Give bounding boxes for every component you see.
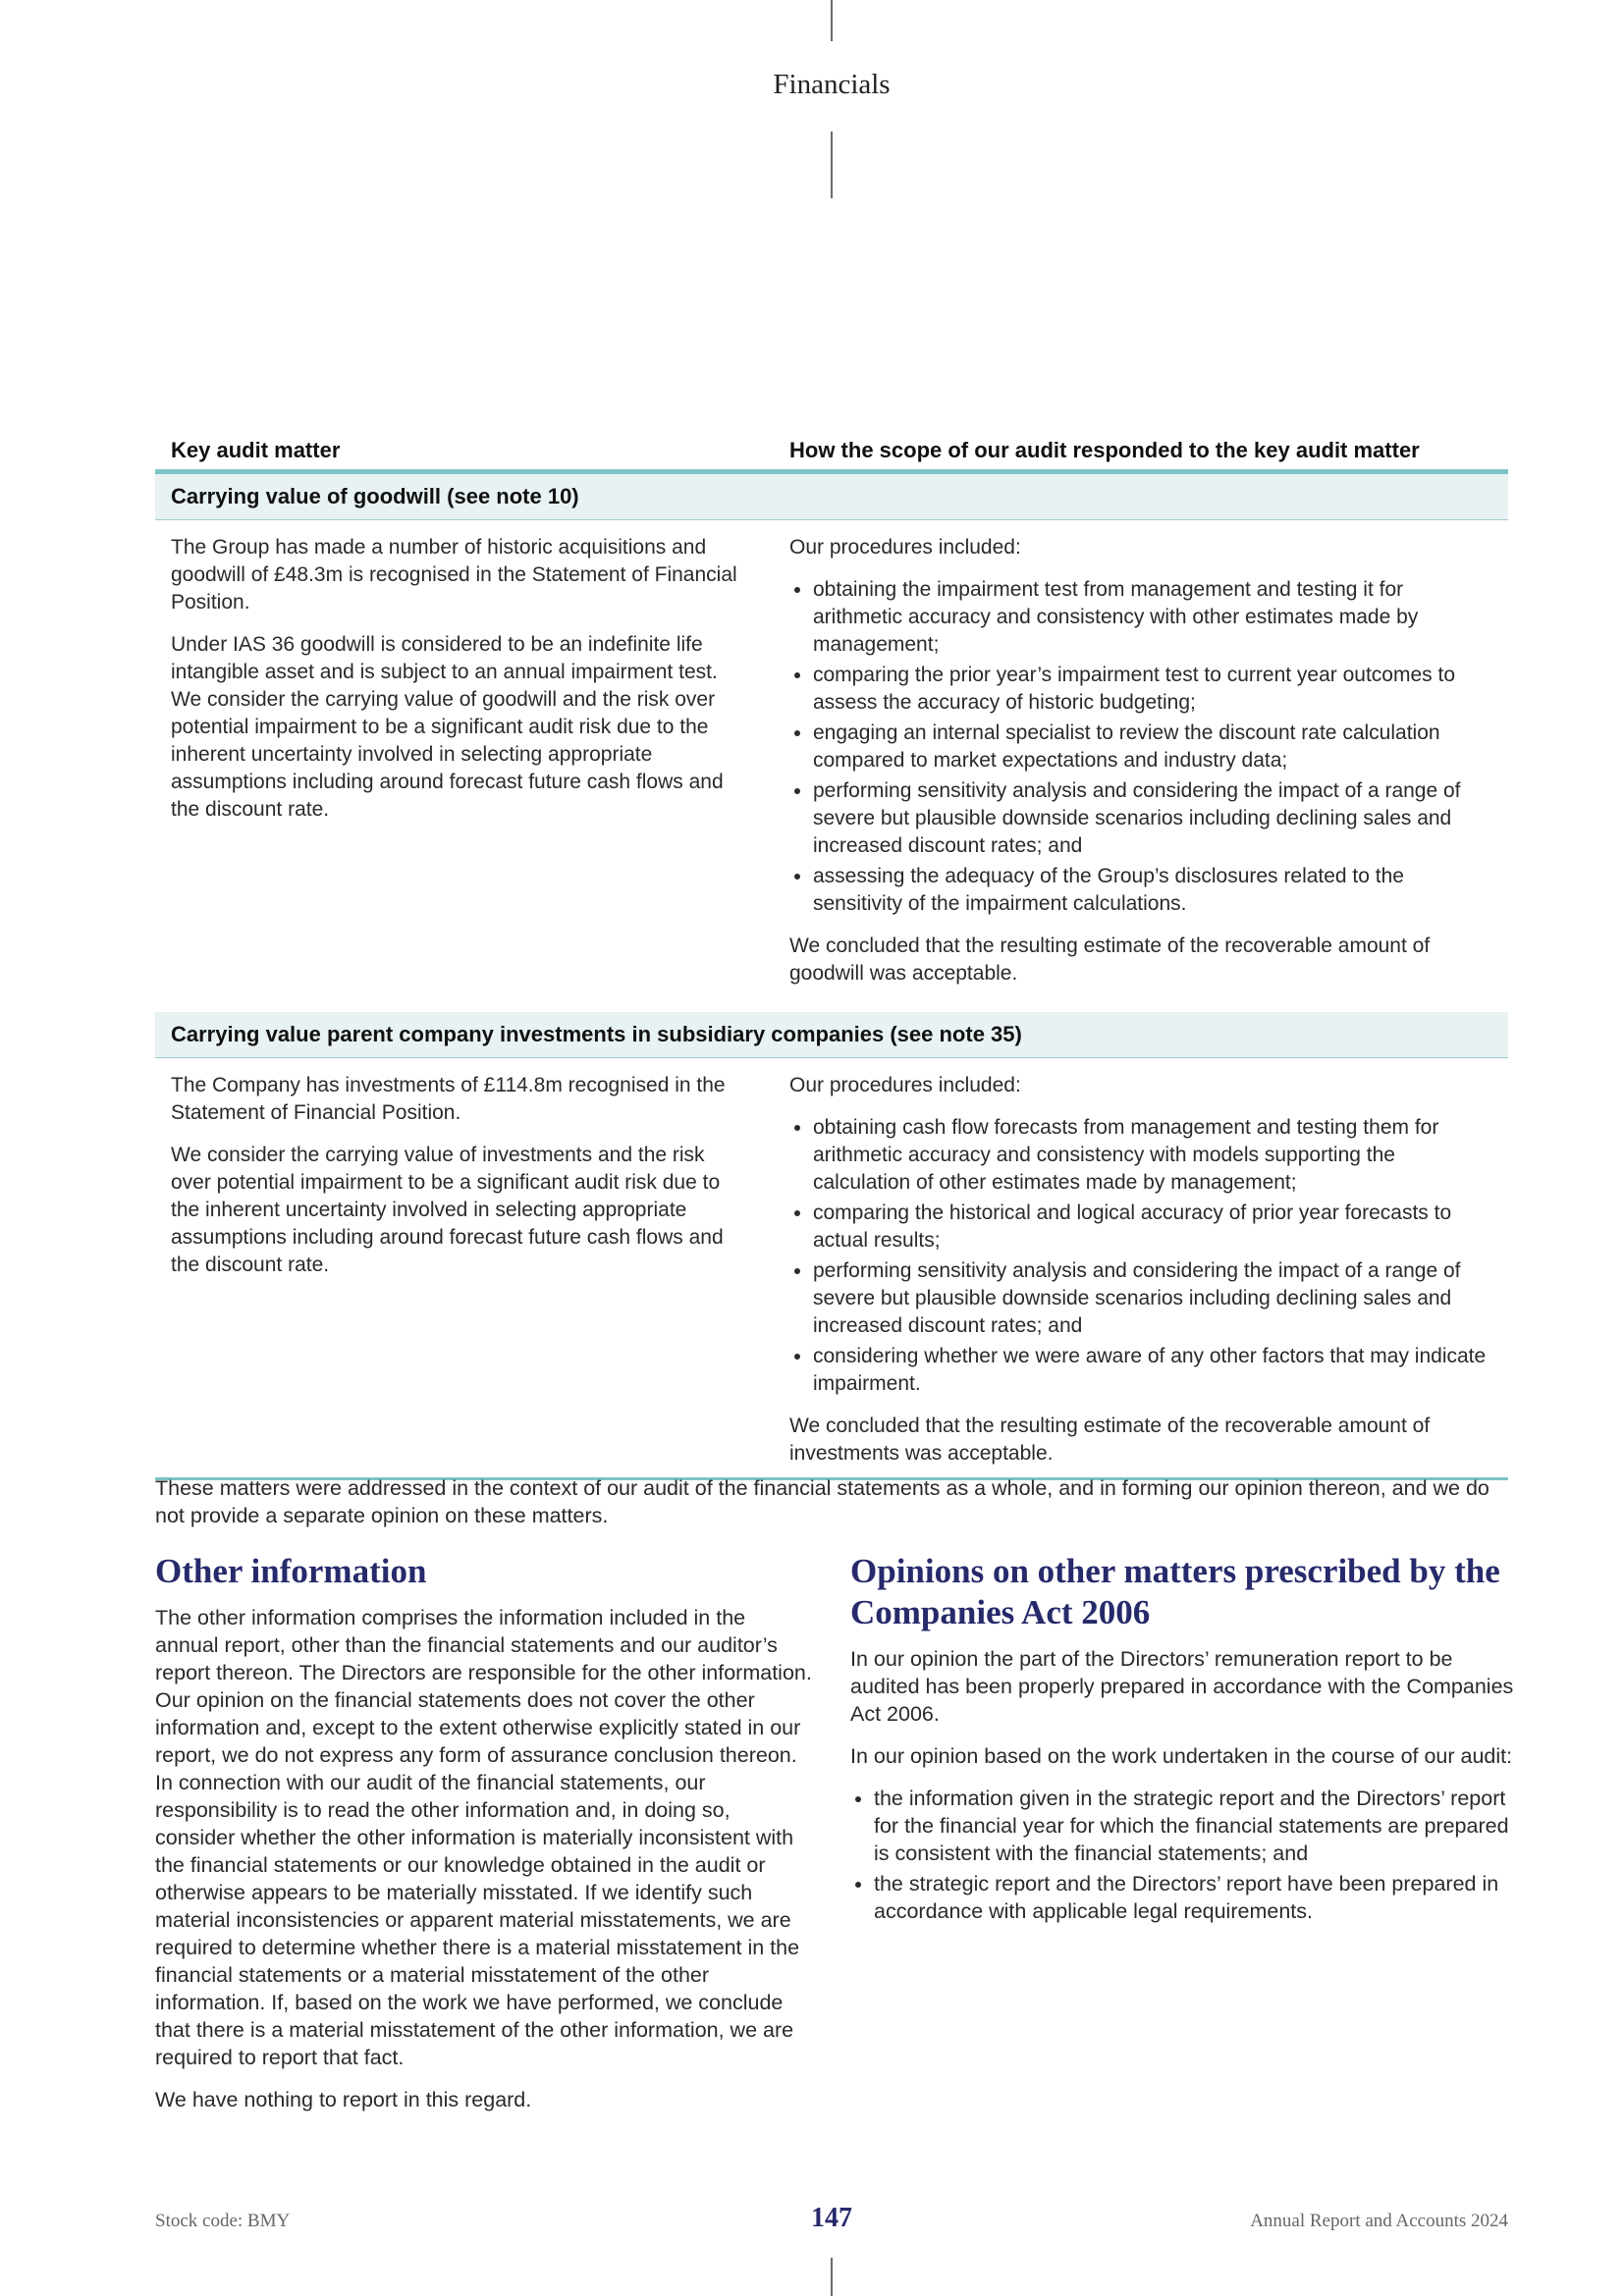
opinions-heading: Opinions on other matters prescribed by the Companies Act 2006 [850,1552,1500,1631]
list-item: • considering whether we were aware of any other factors that may indicate impairment. [813,1343,1494,1398]
matter-paragraph: We consider the carrying value of investments and the risk over potential impairment to be a significant audit risk due to the inherent uncertainty involved in selecting appropriate assumptions including around forecast future cash flows and the discount rate. [171,1144,724,1276]
procedures-intro: Our procedures included: [789,1074,1021,1096]
other-information-section [155,1551,813,2128]
footer-report-name: Annual Report and Accounts 2024 [1250,2211,1508,2231]
other-information-paragraph: The other information comprises the information included in the annual report, other than the financial statements and our auditor’s report thereon. The Directors are responsible for the other information. Our opinion on the financial statements does not cover the other information and, except to the extent otherwise explicitly stated in our report, we do not express any form of assurance conclusion thereon. In connection with our audit of the financial statements, our responsibility is to read the other information and, in doing so, consider whether the other information is materially inconsistent with the financial statements or our knowledge obtained in the audit or otherwise appears to be materially misstated. If we identify such material inconsistencies or apparent material misstatements, we are required to determine whether there is a material misstatement in the financial statements or a material misstatement of the other information. If, based on the work we have performed, we conclude that there is a material misstatement of the other information, we are required to report that fact. [155,1606,812,2069]
context-note: These matters were addressed in the context of our audit of the financial statements as a whole, and in forming our opinion thereon, and we do not provide a separate opinion on these matters. [155,1476,1489,1527]
procedures-intro: Our procedures included: [789,536,1021,559]
opinions-section [850,1551,1518,1928]
list-item: • the information given in the strategic report and the Directors’ report for the financial year for which the financial statements are prepared is consistent with the financial statements; and [874,1785,1518,1867]
key-audit-matter-cell [155,534,774,1002]
table-row [155,520,1508,1012]
table-header [155,432,1508,474]
list-item: • performing sensitivity analysis and considering the impact of a range of severe but plausible downside scenarios including declining sales and increased discount rates; and [813,1257,1494,1340]
key-audit-matter-cell [155,1072,774,1468]
list-item: • assessing the adequacy of the Group’s disclosures related to the sensitivity of the impairment calculations. [813,863,1494,918]
list-item: • obtaining the impairment test from management and testing it for arithmetic accuracy and consistency with other estimates made by management; [813,576,1494,659]
list-item: • performing sensitivity analysis and considering the impact of a range of severe but plausible downside scenarios including declining sales and increased discount rates; and [813,777,1494,860]
opinions-paragraph: In our opinion the part of the Directors’ remuneration report to be audited has been properly prepared in accordance with the Companies Act 2006. [850,1647,1514,1726]
table-row-title: Carrying value parent company investments in subsidiary companies (see note 35) [155,1012,1508,1058]
footer-divider-line [831,2258,833,2296]
procedures-list [789,1114,1494,1398]
audit-response-cell [774,534,1508,1002]
other-information-heading: Other information [155,1552,427,1590]
matter-paragraph: Under IAS 36 goodwill is considered to be an indefinite life intangible asset and is subject to an annual impairment test. We consider the carrying value of goodwill and the risk over potential impairment to be a significant audit risk due to the inherent uncertainty involved in selecting appropriate assumptions including around forecast future cash flows and the discount rate. [171,633,724,821]
footer-stock-code: Stock code: BMY [155,2211,291,2231]
list-item: • comparing the historical and logical accuracy of prior year forecasts to actual results; [813,1200,1494,1255]
matter-paragraph: The Group has made a number of historic acquisitions and goodwill of £48.3m is recognised in the Statement of Financial Position. [171,536,737,614]
opinions-paragraph: In our opinion based on the work undertaken in the course of our audit: [850,1744,1513,1768]
list-item: • engaging an internal specialist to review the discount rate calculation compared to market expectations and industry data; [813,720,1494,774]
list-item: • the strategic report and the Directors’ report have been prepared in accordance with applicable legal requirements. [874,1870,1518,1925]
conclusion-text: We concluded that the resulting estimate of the recoverable amount of goodwill was acceptable. [789,934,1431,985]
table-row [155,1058,1508,1480]
other-information-paragraph: We have nothing to report in this regard. [155,2088,532,2111]
page-number: 147 [811,2203,852,2233]
list-item: • comparing the prior year’s impairment test to current year outcomes to assess the accuracy of historic budgeting; [813,662,1494,717]
audit-response-cell [774,1072,1508,1468]
opinions-list [850,1785,1518,1925]
list-item: • obtaining cash flow forecasts from management and testing them for arithmetic accuracy and consistency with models supporting the calculation of other estimates made by management; [813,1114,1494,1197]
section-title: Financials [773,69,891,100]
column-header-audit-response: How the scope of our audit responded to the key audit matter [789,438,1420,462]
conclusion-text: We concluded that the resulting estimate of the recoverable amount of investments was acceptable. [789,1415,1431,1465]
table-row-title: Carrying value of goodwill (see note 10) [155,474,1508,520]
column-header-key-audit-matter: Key audit matter [171,438,341,462]
key-audit-matters-table [155,432,1508,1480]
header-divider-line [831,132,833,198]
procedures-list [789,576,1494,918]
top-divider-line [831,0,833,41]
matter-paragraph: The Company has investments of £114.8m recognised in the Statement of Financial Position. [171,1074,726,1124]
